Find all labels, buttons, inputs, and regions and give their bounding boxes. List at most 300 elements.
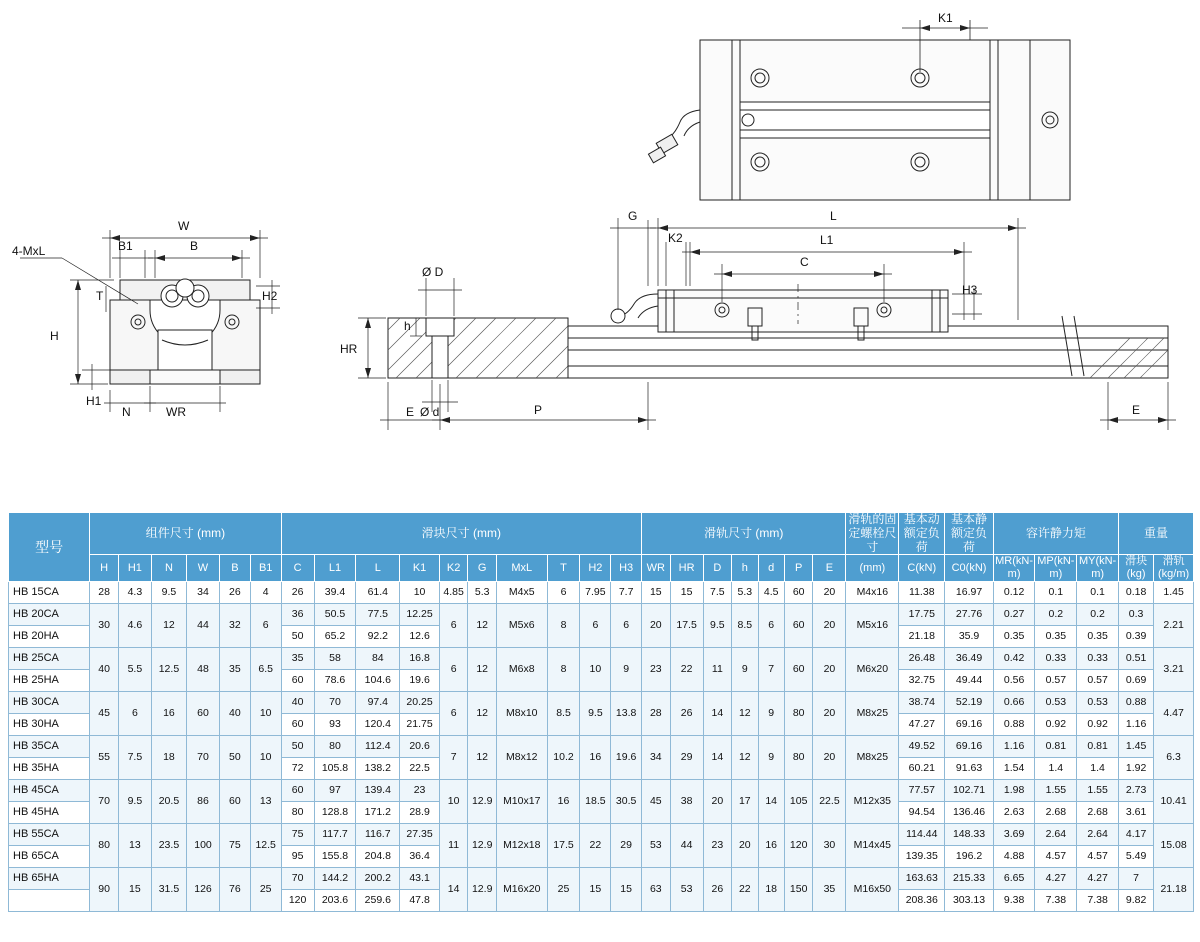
header-col-G: G: [468, 555, 497, 581]
cell-H1: 4.6: [118, 603, 151, 647]
cell-MR: 0.35: [993, 625, 1035, 647]
cell-MY: 0.35: [1077, 625, 1119, 647]
table-head: [9, 513, 1194, 582]
cell-C: 36: [281, 603, 314, 625]
cell-model: HB 20CA: [9, 603, 90, 625]
cell-C: 70: [281, 867, 314, 889]
cell-bolt: M8x25: [846, 735, 899, 779]
cell-H2: 6: [580, 603, 611, 647]
header-col-HR: HR: [670, 555, 703, 581]
cell-C: 60: [281, 669, 314, 691]
header-col-B1: B1: [250, 555, 281, 581]
header-col-C0-kN: C0(kN): [945, 555, 993, 581]
cell-MR: 1.54: [993, 757, 1035, 779]
cell-C_kN: 38.74: [899, 691, 945, 713]
cell-E: 22.5: [813, 779, 846, 823]
cell-L1: 117.7: [314, 823, 356, 845]
cell-H3: 19.6: [611, 735, 642, 779]
cell-B1: 4: [250, 581, 281, 603]
svg-text:K1: K1: [938, 11, 953, 25]
cell-H3: 6: [611, 603, 642, 647]
cell-T: 25: [547, 867, 580, 911]
cell-N: 20.5: [151, 779, 186, 823]
cell-C0_kN: 136.46: [945, 801, 993, 823]
cell-K1: 28.9: [400, 801, 440, 823]
cell-model: HB 20HA: [9, 625, 90, 647]
cell-D: 26: [703, 867, 732, 911]
cell-h: 8.5: [732, 603, 758, 647]
cell-K1: 16.8: [400, 647, 440, 669]
header-group-assembly: 组件尺寸 (mm): [90, 513, 281, 555]
cell-MxL: M8x12: [496, 735, 547, 779]
cell-MP: 4.57: [1035, 845, 1077, 867]
cell-C0_kN: 16.97: [945, 581, 993, 603]
cell-w_rail: 4.47: [1154, 691, 1194, 735]
cell-W: 86: [187, 779, 220, 823]
header-col-L: L: [356, 555, 400, 581]
header-model: 型号: [9, 513, 90, 582]
header-col-K2: K2: [439, 555, 468, 581]
cell-d: 16: [758, 823, 784, 867]
cell-D: 14: [703, 735, 732, 779]
cell-C_kN: 17.75: [899, 603, 945, 625]
cell-H1: 9.5: [118, 779, 151, 823]
cell-C_kN: 114.44: [899, 823, 945, 845]
svg-text:B1: B1: [118, 239, 133, 253]
cell-WR: 23: [642, 647, 671, 691]
cell-w_rail: 15.08: [1154, 823, 1194, 867]
cell-h: 9: [732, 647, 758, 691]
cell-L: 259.6: [356, 889, 400, 911]
cell-MR: 0.12: [993, 581, 1035, 603]
cell-K2: 14: [439, 867, 468, 911]
cell-L: 204.8: [356, 845, 400, 867]
cell-d: 9: [758, 691, 784, 735]
cell-H: 70: [90, 779, 119, 823]
cell-H3: 30.5: [611, 779, 642, 823]
cell-L1: 97: [314, 779, 356, 801]
cell-WR: 63: [642, 867, 671, 911]
svg-text:E: E: [1132, 403, 1141, 417]
cell-N: 23.5: [151, 823, 186, 867]
cell-C0_kN: 49.44: [945, 669, 993, 691]
header-group-dynamic: 基本动额定负荷: [899, 513, 945, 555]
cell-K2: 11: [439, 823, 468, 867]
cell-K2: 7: [439, 735, 468, 779]
cell-B1: 6: [250, 603, 281, 647]
header-col-P: P: [784, 555, 813, 581]
cell-L1: 155.8: [314, 845, 356, 867]
side-elevation-drawing: [318, 198, 1198, 448]
cell-L1: 93: [314, 713, 356, 735]
cell-H3: 7.7: [611, 581, 642, 603]
cell-w_block: 0.18: [1119, 581, 1154, 603]
cell-MR: 0.27: [993, 603, 1035, 625]
cell-E: 30: [813, 823, 846, 867]
svg-text:h: h: [404, 319, 411, 333]
cell-L: 61.4: [356, 581, 400, 603]
cell-L: 139.4: [356, 779, 400, 801]
table-row: [9, 867, 1194, 889]
cell-C0_kN: 215.33: [945, 867, 993, 889]
cell-model: HB 30HA: [9, 713, 90, 735]
cell-MP: 0.33: [1035, 647, 1077, 669]
cell-C0_kN: 69.16: [945, 713, 993, 735]
cell-bolt: M16x50: [846, 867, 899, 911]
cell-MY: 2.64: [1077, 823, 1119, 845]
cell-model: HB 55CA: [9, 823, 90, 845]
cell-H: 55: [90, 735, 119, 779]
cell-T: 8.5: [547, 691, 580, 735]
cell-MxL: M10x17: [496, 779, 547, 823]
cell-bolt: M4x16: [846, 581, 899, 603]
cell-N: 12: [151, 603, 186, 647]
cell-W: 126: [187, 867, 220, 911]
cell-MR: 0.66: [993, 691, 1035, 713]
cell-MR: 0.88: [993, 713, 1035, 735]
svg-text:Ø D: Ø D: [422, 265, 444, 279]
cell-G: 12.9: [468, 823, 497, 867]
cell-T: 8: [547, 647, 580, 691]
cell-w_rail: 10.41: [1154, 779, 1194, 823]
cell-w_block: 0.3: [1119, 603, 1154, 625]
cell-bolt: M12x35: [846, 779, 899, 823]
cell-L: 92.2: [356, 625, 400, 647]
header-col-C-kN: C(kN): [899, 555, 945, 581]
cell-w_block: 5.49: [1119, 845, 1154, 867]
cell-model: HB 25CA: [9, 647, 90, 669]
header-col-L1: L1: [314, 555, 356, 581]
cell-H2: 15: [580, 867, 611, 911]
cell-E: 20: [813, 581, 846, 603]
cell-w_block: 2.73: [1119, 779, 1154, 801]
cell-C: 75: [281, 823, 314, 845]
cell-N: 9.5: [151, 581, 186, 603]
cell-G: 12: [468, 691, 497, 735]
cell-K2: 10: [439, 779, 468, 823]
cell-model: HB 45CA: [9, 779, 90, 801]
cell-bolt: M14x45: [846, 823, 899, 867]
cell-MP: 0.53: [1035, 691, 1077, 713]
svg-text:Ø d: Ø d: [420, 405, 440, 419]
spec-table: [8, 512, 1194, 912]
cell-HR: 22: [670, 647, 703, 691]
cell-N: 31.5: [151, 867, 186, 911]
cell-w_rail: 1.45: [1154, 581, 1194, 603]
cell-L: 116.7: [356, 823, 400, 845]
cell-D: 11: [703, 647, 732, 691]
cell-G: 12.9: [468, 779, 497, 823]
cell-K1: 47.8: [400, 889, 440, 911]
cell-WR: 45: [642, 779, 671, 823]
cell-MY: 0.33: [1077, 647, 1119, 669]
cell-C: 95: [281, 845, 314, 867]
cell-D: 14: [703, 691, 732, 735]
cell-bolt: M8x25: [846, 691, 899, 735]
cell-H2: 9.5: [580, 691, 611, 735]
cell-MY: 2.68: [1077, 801, 1119, 823]
table-row: [9, 779, 1194, 801]
svg-text:N: N: [122, 405, 131, 419]
cell-model: HB 15CA: [9, 581, 90, 603]
cell-MR: 3.69: [993, 823, 1035, 845]
cell-HR: 53: [670, 867, 703, 911]
cell-C_kN: 139.35: [899, 845, 945, 867]
cell-L: 77.5: [356, 603, 400, 625]
svg-text:G: G: [628, 209, 638, 223]
cell-H1: 7.5: [118, 735, 151, 779]
cell-L1: 203.6: [314, 889, 356, 911]
cell-C_kN: 47.27: [899, 713, 945, 735]
cell-MY: 0.57: [1077, 669, 1119, 691]
cell-B1: 6.5: [250, 647, 281, 691]
svg-text:T: T: [96, 289, 104, 303]
cell-MxL: M4x5: [496, 581, 547, 603]
cell-P: 120: [784, 823, 813, 867]
cell-MR: 1.16: [993, 735, 1035, 757]
cell-w_block: 1.45: [1119, 735, 1154, 757]
cell-H: 80: [90, 823, 119, 867]
cell-B: 26: [219, 581, 250, 603]
cell-H3: 15: [611, 867, 642, 911]
cell-model: HB 45HA: [9, 801, 90, 823]
cell-HR: 38: [670, 779, 703, 823]
header-col-bolt-mm: (mm): [846, 555, 899, 581]
table-body: [9, 581, 1194, 911]
cell-C0_kN: 196.2: [945, 845, 993, 867]
cell-W: 100: [187, 823, 220, 867]
cell-h: 12: [732, 735, 758, 779]
cell-P: 60: [784, 603, 813, 647]
svg-text:WR: WR: [166, 405, 186, 419]
cell-C: 35: [281, 647, 314, 669]
cell-w_rail: 2.21: [1154, 603, 1194, 647]
header-col-E: E: [813, 555, 846, 581]
cell-w_rail: 21.18: [1154, 867, 1194, 911]
cell-MP: 2.68: [1035, 801, 1077, 823]
cell-B1: 10: [250, 735, 281, 779]
cell-W: 44: [187, 603, 220, 647]
header-group-bolt: 滑轨的固定螺栓尺寸: [846, 513, 899, 555]
svg-text:H1: H1: [86, 394, 102, 408]
cell-MY: 0.92: [1077, 713, 1119, 735]
svg-text:HR: HR: [340, 342, 358, 356]
cell-B: 50: [219, 735, 250, 779]
cell-L1: 128.8: [314, 801, 356, 823]
cell-C0_kN: 52.19: [945, 691, 993, 713]
cell-MR: 6.65: [993, 867, 1035, 889]
cell-MY: 0.2: [1077, 603, 1119, 625]
cell-MR: 9.38: [993, 889, 1035, 911]
cell-C: 120: [281, 889, 314, 911]
cell-D: 20: [703, 779, 732, 823]
cell-K2: 6: [439, 691, 468, 735]
cell-H: 30: [90, 603, 119, 647]
cell-C_kN: 163.63: [899, 867, 945, 889]
header-col-T: T: [547, 555, 580, 581]
cell-HR: 29: [670, 735, 703, 779]
cell-w_block: 0.88: [1119, 691, 1154, 713]
plan-view-drawing: [640, 10, 1200, 230]
cell-B: 60: [219, 779, 250, 823]
table-row: [9, 735, 1194, 757]
header-group-static: 基本静额定负荷: [945, 513, 993, 555]
cell-B: 35: [219, 647, 250, 691]
cell-L1: 144.2: [314, 867, 356, 889]
header-col-weight-rail: 滑轨(kg/m): [1154, 555, 1194, 581]
cell-K1: 20.6: [400, 735, 440, 757]
header-group-weight: 重量: [1119, 513, 1194, 555]
cell-C_kN: 21.18: [899, 625, 945, 647]
cell-G: 12: [468, 647, 497, 691]
cell-B1: 25: [250, 867, 281, 911]
cell-H3: 29: [611, 823, 642, 867]
cell-H2: 18.5: [580, 779, 611, 823]
header-col-D: D: [703, 555, 732, 581]
svg-text:K2: K2: [668, 231, 683, 245]
cell-C_kN: 60.21: [899, 757, 945, 779]
cell-T: 8: [547, 603, 580, 647]
cell-C_kN: 26.48: [899, 647, 945, 669]
cell-model: HB 30CA: [9, 691, 90, 713]
cell-T: 6: [547, 581, 580, 603]
cell-w_block: 0.39: [1119, 625, 1154, 647]
cell-MxL: M8x10: [496, 691, 547, 735]
header-col-W: W: [187, 555, 220, 581]
cell-P: 80: [784, 691, 813, 735]
cell-H: 28: [90, 581, 119, 603]
cell-H2: 7.95: [580, 581, 611, 603]
cell-MP: 0.57: [1035, 669, 1077, 691]
header-col-H3: H3: [611, 555, 642, 581]
cell-C0_kN: 36.49: [945, 647, 993, 669]
cell-C: 72: [281, 757, 314, 779]
cell-d: 18: [758, 867, 784, 911]
cell-K2: 6: [439, 647, 468, 691]
header-col-MY: MY(kN-m): [1077, 555, 1119, 581]
cell-B: 76: [219, 867, 250, 911]
header-group-rail: 滑轨尺寸 (mm): [642, 513, 846, 555]
cell-w_block: 7: [1119, 867, 1154, 889]
cell-P: 60: [784, 647, 813, 691]
table-row: [9, 603, 1194, 625]
cell-HR: 44: [670, 823, 703, 867]
cell-K1: 36.4: [400, 845, 440, 867]
cell-w_block: 1.16: [1119, 713, 1154, 735]
cell-K1: 12.6: [400, 625, 440, 647]
header-col-B: B: [219, 555, 250, 581]
cell-MY: 0.1: [1077, 581, 1119, 603]
cell-h: 5.3: [732, 581, 758, 603]
svg-text:L1: L1: [820, 233, 834, 247]
cell-MY: 1.4: [1077, 757, 1119, 779]
cell-model: HB 65HA: [9, 867, 90, 889]
cell-MxL: M16x20: [496, 867, 547, 911]
cell-h: 20: [732, 823, 758, 867]
cell-h: 17: [732, 779, 758, 823]
cell-C0_kN: 148.33: [945, 823, 993, 845]
header-col-MP: MP(kN-m): [1035, 555, 1077, 581]
cell-MP: 0.81: [1035, 735, 1077, 757]
cell-C_kN: 94.54: [899, 801, 945, 823]
cell-d: 7: [758, 647, 784, 691]
cell-h: 12: [732, 691, 758, 735]
cell-MR: 1.98: [993, 779, 1035, 801]
cell-H1: 15: [118, 867, 151, 911]
header-col-weight-block: 滑块(kg): [1119, 555, 1154, 581]
cell-HR: 15: [670, 581, 703, 603]
cell-K1: 20.25: [400, 691, 440, 713]
header-col-C: C: [281, 555, 314, 581]
header-col-WR: WR: [642, 555, 671, 581]
cell-WR: 34: [642, 735, 671, 779]
cell-P: 150: [784, 867, 813, 911]
cell-E: 20: [813, 603, 846, 647]
svg-text:H2: H2: [262, 289, 278, 303]
cell-C: 60: [281, 779, 314, 801]
cell-MY: 4.57: [1077, 845, 1119, 867]
cell-B1: 12.5: [250, 823, 281, 867]
cell-N: 16: [151, 691, 186, 735]
cell-P: 105: [784, 779, 813, 823]
cell-C0_kN: 303.13: [945, 889, 993, 911]
cell-B: 32: [219, 603, 250, 647]
cell-C0_kN: 102.71: [945, 779, 993, 801]
cell-MR: 4.88: [993, 845, 1035, 867]
cell-K1: 23: [400, 779, 440, 801]
svg-text:4-MxL: 4-MxL: [12, 244, 46, 258]
cell-T: 10.2: [547, 735, 580, 779]
cell-E: 20: [813, 691, 846, 735]
cell-model: HB 65CA: [9, 845, 90, 867]
header-col-H2: H2: [580, 555, 611, 581]
cell-L: 120.4: [356, 713, 400, 735]
cell-L1: 70: [314, 691, 356, 713]
cell-K1: 21.75: [400, 713, 440, 735]
cell-W: 48: [187, 647, 220, 691]
cell-MP: 0.35: [1035, 625, 1077, 647]
cell-N: 12.5: [151, 647, 186, 691]
cell-P: 80: [784, 735, 813, 779]
header-col-H: H: [90, 555, 119, 581]
cell-T: 17.5: [547, 823, 580, 867]
cell-w_block: 0.69: [1119, 669, 1154, 691]
cell-HR: 17.5: [670, 603, 703, 647]
cell-C: 26: [281, 581, 314, 603]
header-col-N: N: [151, 555, 186, 581]
cell-H3: 9: [611, 647, 642, 691]
cell-K2: 4.85: [439, 581, 468, 603]
cell-C_kN: 77.57: [899, 779, 945, 801]
cell-B: 40: [219, 691, 250, 735]
cell-h: 22: [732, 867, 758, 911]
header-group-block: 滑块尺寸 (mm): [281, 513, 641, 555]
svg-text:E: E: [406, 405, 415, 419]
cell-MxL: M12x18: [496, 823, 547, 867]
cell-MP: 2.64: [1035, 823, 1077, 845]
cell-C_kN: 49.52: [899, 735, 945, 757]
cell-model: HB 25HA: [9, 669, 90, 691]
cell-HR: 26: [670, 691, 703, 735]
cell-MY: 1.55: [1077, 779, 1119, 801]
cell-C0_kN: 27.76: [945, 603, 993, 625]
cell-L1: 80: [314, 735, 356, 757]
cell-L: 104.6: [356, 669, 400, 691]
cell-MY: 4.27: [1077, 867, 1119, 889]
cell-MxL: M6x8: [496, 647, 547, 691]
cell-MP: 1.4: [1035, 757, 1077, 779]
cell-T: 16: [547, 779, 580, 823]
